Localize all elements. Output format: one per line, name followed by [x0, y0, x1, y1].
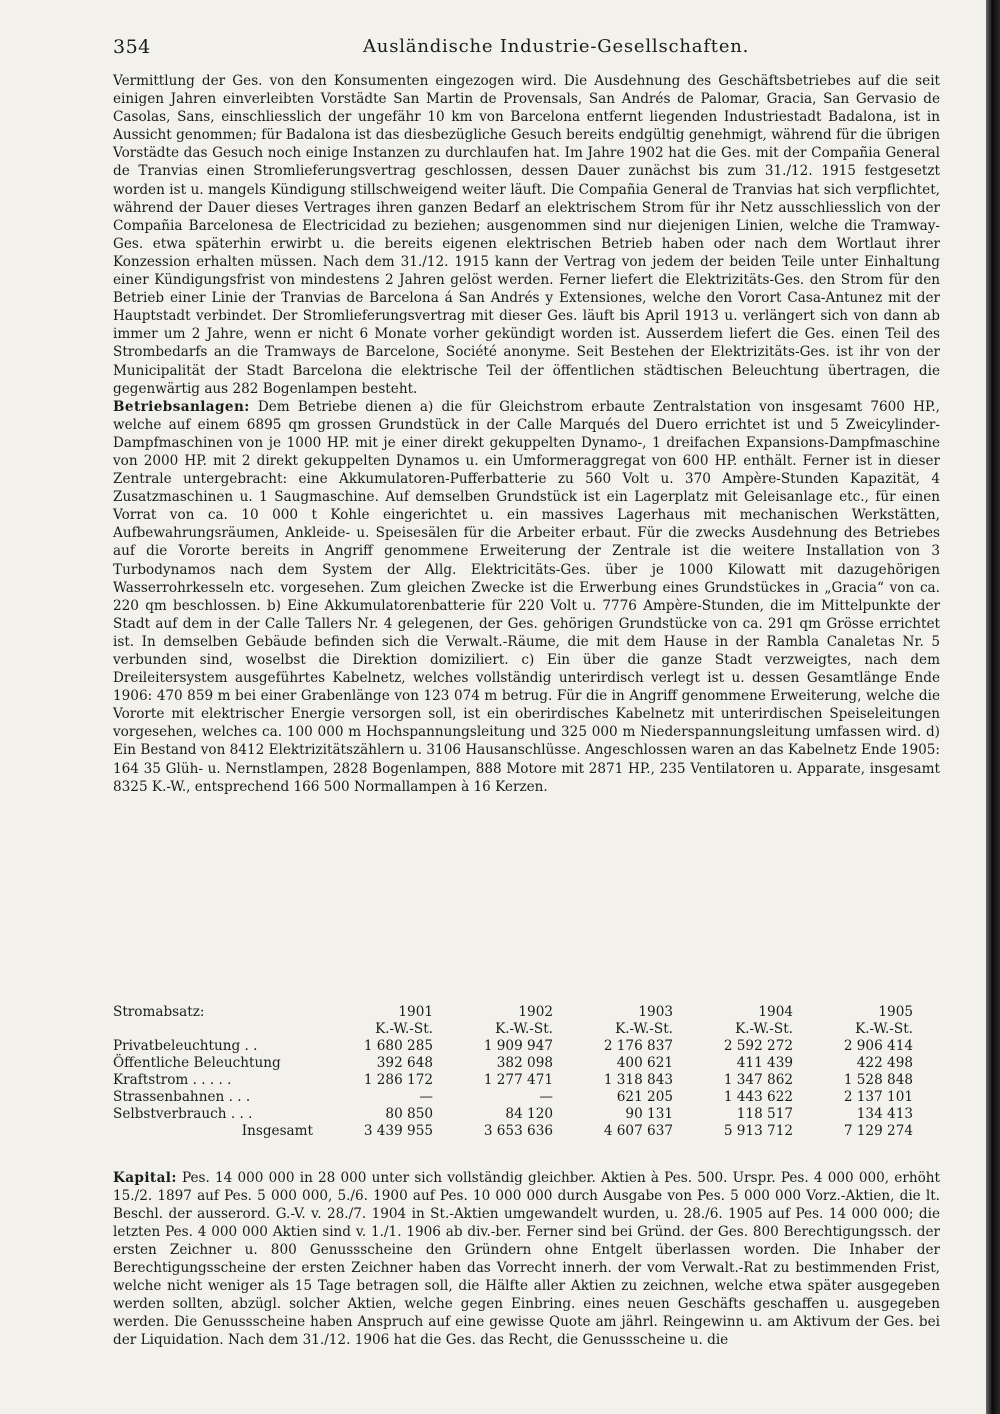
table-row [113, 1055, 913, 1072]
total-cell: 4 607 637 [603, 1123, 673, 1139]
year-header: 1902 [518, 1004, 553, 1020]
unit-header: K.-W.-St. [615, 1021, 673, 1037]
total-cell: 7 129 274 [843, 1123, 913, 1139]
year-header: 1901 [398, 1004, 433, 1020]
table-cell: 400 621 [616, 1055, 673, 1071]
table-header-units [113, 1021, 913, 1038]
table-total-row [113, 1123, 913, 1140]
betriebsanlagen-text: Dem Betriebe dienen a) die für Gleichstrom erbaute Zentralstation von insgesamt 7600 HP., welche auf einem 6895 qm grossen Grundstück in der Calle Marqués del Duero errichtet ist und 5 Zweicylinder-Dampfmaschinen von je 1000 HP. mit je einer direkt gekuppelten Dynamo-, 1 dreifachen Expansions-Dampfmaschine von 2000 HP. mit 2 direkt gekuppelten Dynamos u. ein Umformeraggregat von 600 HP. enthält. Ferner ist in dieser Zentrale untergebracht: eine Akkumulatoren-Pufferbatterie zu 560 Volt u. 370 Ampère-Stunden Kapazität, 4 Zusatzmaschinen u. 1 Saugmaschine. Auf demselben Grundstück ist ein Lagerplatz mit Geleisanlage etc., für einen Vorrat von ca. 10 000 t Kohle eingerichtet u. ein massives Lagerhaus mit mechanischen Werkstätten, Aufbewahrungsräumen, Ankleide- u. Speisesälen für die Arbeiter erbaut. Für die zwecks Ausdehnung des Betriebes auf die Vororte bereits in Angriff genommene Erweiterung der Zentrale ist die weitere Installation von 3 Turbodynamos nach dem System der Allg. Elektricitäts-Ges. über je 1000 Kilowatt mit dazugehörigen Wasserrohrkesseln etc. vorgesehen. Zum gleichen Zwecke ist die Erwerbung eines Grundstückes in „Gracia“ von ca. 220 qm beschlossen. b) Eine Akkumulatorenbatterie für 220 Volt u. 7776 Ampère-Stunden, die im Mittelpunkte der Stadt auf dem in der Calle Tallers Nr. 4 gelegenen, der Ges. gehörigen Grundstücke von ca. 291 qm Grösse errichtet ist. In demselben Gebäude befinden sich die Verwalt.-Räume, die mit dem Hause in der Rambla Canaletas Nr. 5 verbunden sind, woselbst die Direktion domiziliert. c) Ein über die ganze Stadt verzweigtes, nach dem Dreileitersystem ausgeführtes Kabelnetz, welches vollständig unterirdisch verlegt ist u. dessen Gesamtlänge Ende 1906: 470 859 m bei einer Grabenlänge von 123 074 m betrug. Für die in Angriff genommene Erweiterung, welche die Vororte mit elektrischer Energie versorgen soll, ist ein oberirdisches Kabelnetz mit unterirdischen Speiseleitungen vorgesehen, welches ca. 100 000 m Hochspannungsleitung und 325 000 m Niederspannungsleitung umfassen wird. d) Ein Bestand von 8412 Elektrizitätszählern u. 3106 Hausanschlüsse. Angeschlossen waren an das Kabelnetz Ende 1905: 164 35 Glüh- u. Nernstlampen, 2828 Bogenlampen, 888 Motore mit 2871 HP., 235 Ventilatoren u. Apparate, insgesamt 8325 K.-W., entsprechend 166 500 Normallampen à 16 Kerzen. [113, 398, 940, 795]
table-cell: 80 850 [385, 1106, 433, 1122]
table-cell: 392 648 [376, 1055, 433, 1071]
table-cell: 1 277 471 [483, 1072, 553, 1088]
row-label: Strassenbahnen . . . [113, 1089, 251, 1105]
table-row [113, 1106, 913, 1123]
stromabsatz-table [113, 1004, 913, 1140]
row-label: Privatbeleuchtung . . [113, 1038, 258, 1054]
page-header [113, 36, 945, 62]
table-header-years [113, 1004, 913, 1021]
unit-header: K.-W.-St. [855, 1021, 913, 1037]
unit-header: K.-W.-St. [735, 1021, 793, 1037]
table-cell: 422 498 [856, 1055, 913, 1071]
paragraph-kapital [113, 1169, 940, 1350]
table-cell: 84 120 [505, 1106, 553, 1122]
unit-header: K.-W.-St. [495, 1021, 553, 1037]
table-cell: 1 318 843 [603, 1072, 673, 1088]
row-label: Öffentliche Beleuchtung [113, 1055, 281, 1071]
table-cell: 1 680 285 [363, 1038, 433, 1054]
table-cell: 118 517 [736, 1106, 793, 1122]
section-heading-kapital: Kapital: [113, 1169, 177, 1186]
table-cell: 621 205 [616, 1089, 673, 1105]
table-row [113, 1072, 913, 1089]
unit-header: K.-W.-St. [375, 1021, 433, 1037]
table-cell: 1 443 622 [723, 1089, 793, 1105]
total-cell: 3 439 955 [363, 1123, 433, 1139]
table-cell: 1 347 862 [723, 1072, 793, 1088]
table-cell: 2 592 272 [723, 1038, 793, 1054]
scan-edge-shadow [986, 0, 1000, 1414]
table-cell: 2 906 414 [843, 1038, 913, 1054]
paragraph-intro: Vermittlung der Ges. von den Konsumenten eingezogen wird. Die Ausdehnung des Geschäftsbetriebes auf die seit einigen Jahren einverleibten Vorstädte San Martin de Provensals, San Andrés de Palomar, Gracia, San Gervasio de Casolas, Sans, einschliesslich der ungefähr 10 km von Barcelona entfernt liegenden Industriestadt Badalona, ist in Aussicht genommen; für Badalona ist das diesbezügliche Gesuch bereits endgültig genehmigt, während für die übrigen Vorstädte das Gesuch noch einige Instanzen zu durchlaufen hat. Im Jahre 1902 hat die Ges. mit der Compañia General de Tranvias einen Stromlieferungsvertrag geschlossen, dessen Dauer zunächst bis zum 31./12. 1915 festgesetzt worden ist u. mangels Kündigung stillschweigend weiter läuft. Die Compañia General de Tranvias hat sich verpflichtet, während der Dauer dieses Vertrages ihren ganzen Bedarf an elektrischem Strom für ihr Netz ausschliesslich von der Compañia Barcelonesa de Electricidad zu beziehen; ausgenommen sind nur diejenigen Linien, welche die Tramway-Ges. etwa späterhin erwirbt u. die bereits eigenen elektrischen Betrieb haben oder nach dem Wortlaut ihrer Konzession erhalten müssen. Nach dem 31./12. 1915 kann der Vertrag von jedem der beiden Teile unter Einhaltung einer Kündigungsfrist von mindestens 2 Jahren gelöst werden. Ferner liefert die Elektrizitäts-Ges. den Strom für den Betrieb einer Linie der Tranvias de Barcelona á San Andrés y Extensiones, welche den Vorort Casa-Antunez mit der Hauptstadt verbindet. Der Stromlieferungsvertrag mit dieser Ges. läuft bis April 1913 u. verlängert sich von dann ab immer um 2 Jahre, wenn er nicht 6 Monate vorher gekündigt worden ist. Ausserdem liefert die Ges. einen Teil des Strombedarfs an die Tramways de Barcelone, Société anonyme. Seit Bestehen der Elektrizitäts-Ges. ist ihr von der Municipalität der Stadt Barcelona die elektrische Teil der öffentlichen städtischen Beleuchtung übertragen, die gegenwärtig aus 282 Bogenlampen besteht. [113, 73, 940, 397]
kapital-text: Pes. 14 000 000 in 28 000 unter sich vollständig gleichber. Aktien à Pes. 500. Urspr. Pes. 4 000 000, erhöht 15./2. 1897 auf Pes. 5 000 000, 5./6. 1900 auf Pes. 10 000 000 durch Ausgabe von Pes. 5 000 000 Vorz.-Aktien, die lt. Beschl. der ausserord. G.-V. v. 28./7. 1904 in St.-Aktien umgewandelt wurden, u. 28./6. 1905 auf Pes. 14 000 000; die letzten Pes. 4 000 000 Aktien sind v. 1./1. 1906 ab div.-ber. Ferner sind bei Gründ. der Ges. 800 Berechtigungssch. der ersten Zeichner u. 800 Genussscheine den Gründern ohne Entgelt überlassen worden. Die Inhaber der Berechtigungsscheine der ersten Zeichner haben das Vorrecht innerh. der vom Verwalt.-Rat zu bestimmenden Frist, welche nicht weniger als 15 Tage betragen soll, die Hälfte aller Aktien zu zeichnen, welche etwa später ausgegeben werden sollten, abzügl. solcher Aktien, welche gegen Einbring. eines neuen Geschäfts geschaffen u. ausgegeben werden. Die Genussscheine haben Anspruch auf eine gewisse Quote am jährl. Reingewinn u. am Aktivum der Ges. bei der Liquidation. Nach dem 31./12. 1906 hat die Ges. das Recht, die Genussscheine u. die [113, 1169, 940, 1349]
page-number: 354 [113, 36, 151, 58]
table-cell: — [539, 1089, 553, 1105]
total-cell: 5 913 712 [723, 1123, 793, 1139]
body-text-upper [113, 72, 940, 796]
table-cell: — [419, 1089, 433, 1105]
table-cell: 134 413 [856, 1106, 913, 1122]
total-cell: 3 653 636 [483, 1123, 553, 1139]
year-header: 1904 [758, 1004, 793, 1020]
table-cell: 1 909 947 [483, 1038, 553, 1054]
body-text-lower [113, 1155, 940, 1363]
table-cell: 1 286 172 [363, 1072, 433, 1088]
table-row [113, 1038, 913, 1055]
table-cell: 1 528 848 [843, 1072, 913, 1088]
table-cell: 2 137 101 [843, 1089, 913, 1105]
total-label: Insgesamt [241, 1123, 313, 1139]
table-cell: 90 131 [625, 1106, 673, 1122]
row-label: Kraftstrom . . . . . [113, 1072, 232, 1088]
year-header: 1903 [638, 1004, 673, 1020]
table-cell: 2 176 837 [603, 1038, 673, 1054]
running-title: Ausländische Industrie-Gesellschaften. [363, 36, 750, 57]
year-header: 1905 [878, 1004, 913, 1020]
table-row [113, 1089, 913, 1106]
paragraph-betriebsanlagen [113, 398, 940, 796]
table-cell: 382 098 [496, 1055, 553, 1071]
stromabsatz-label: Stromabsatz: [113, 1004, 205, 1020]
section-heading-betriebsanlagen: Betriebsanlagen: [113, 398, 250, 415]
row-label: Selbstverbrauch . . . [113, 1106, 253, 1122]
table-cell: 411 439 [736, 1055, 793, 1071]
